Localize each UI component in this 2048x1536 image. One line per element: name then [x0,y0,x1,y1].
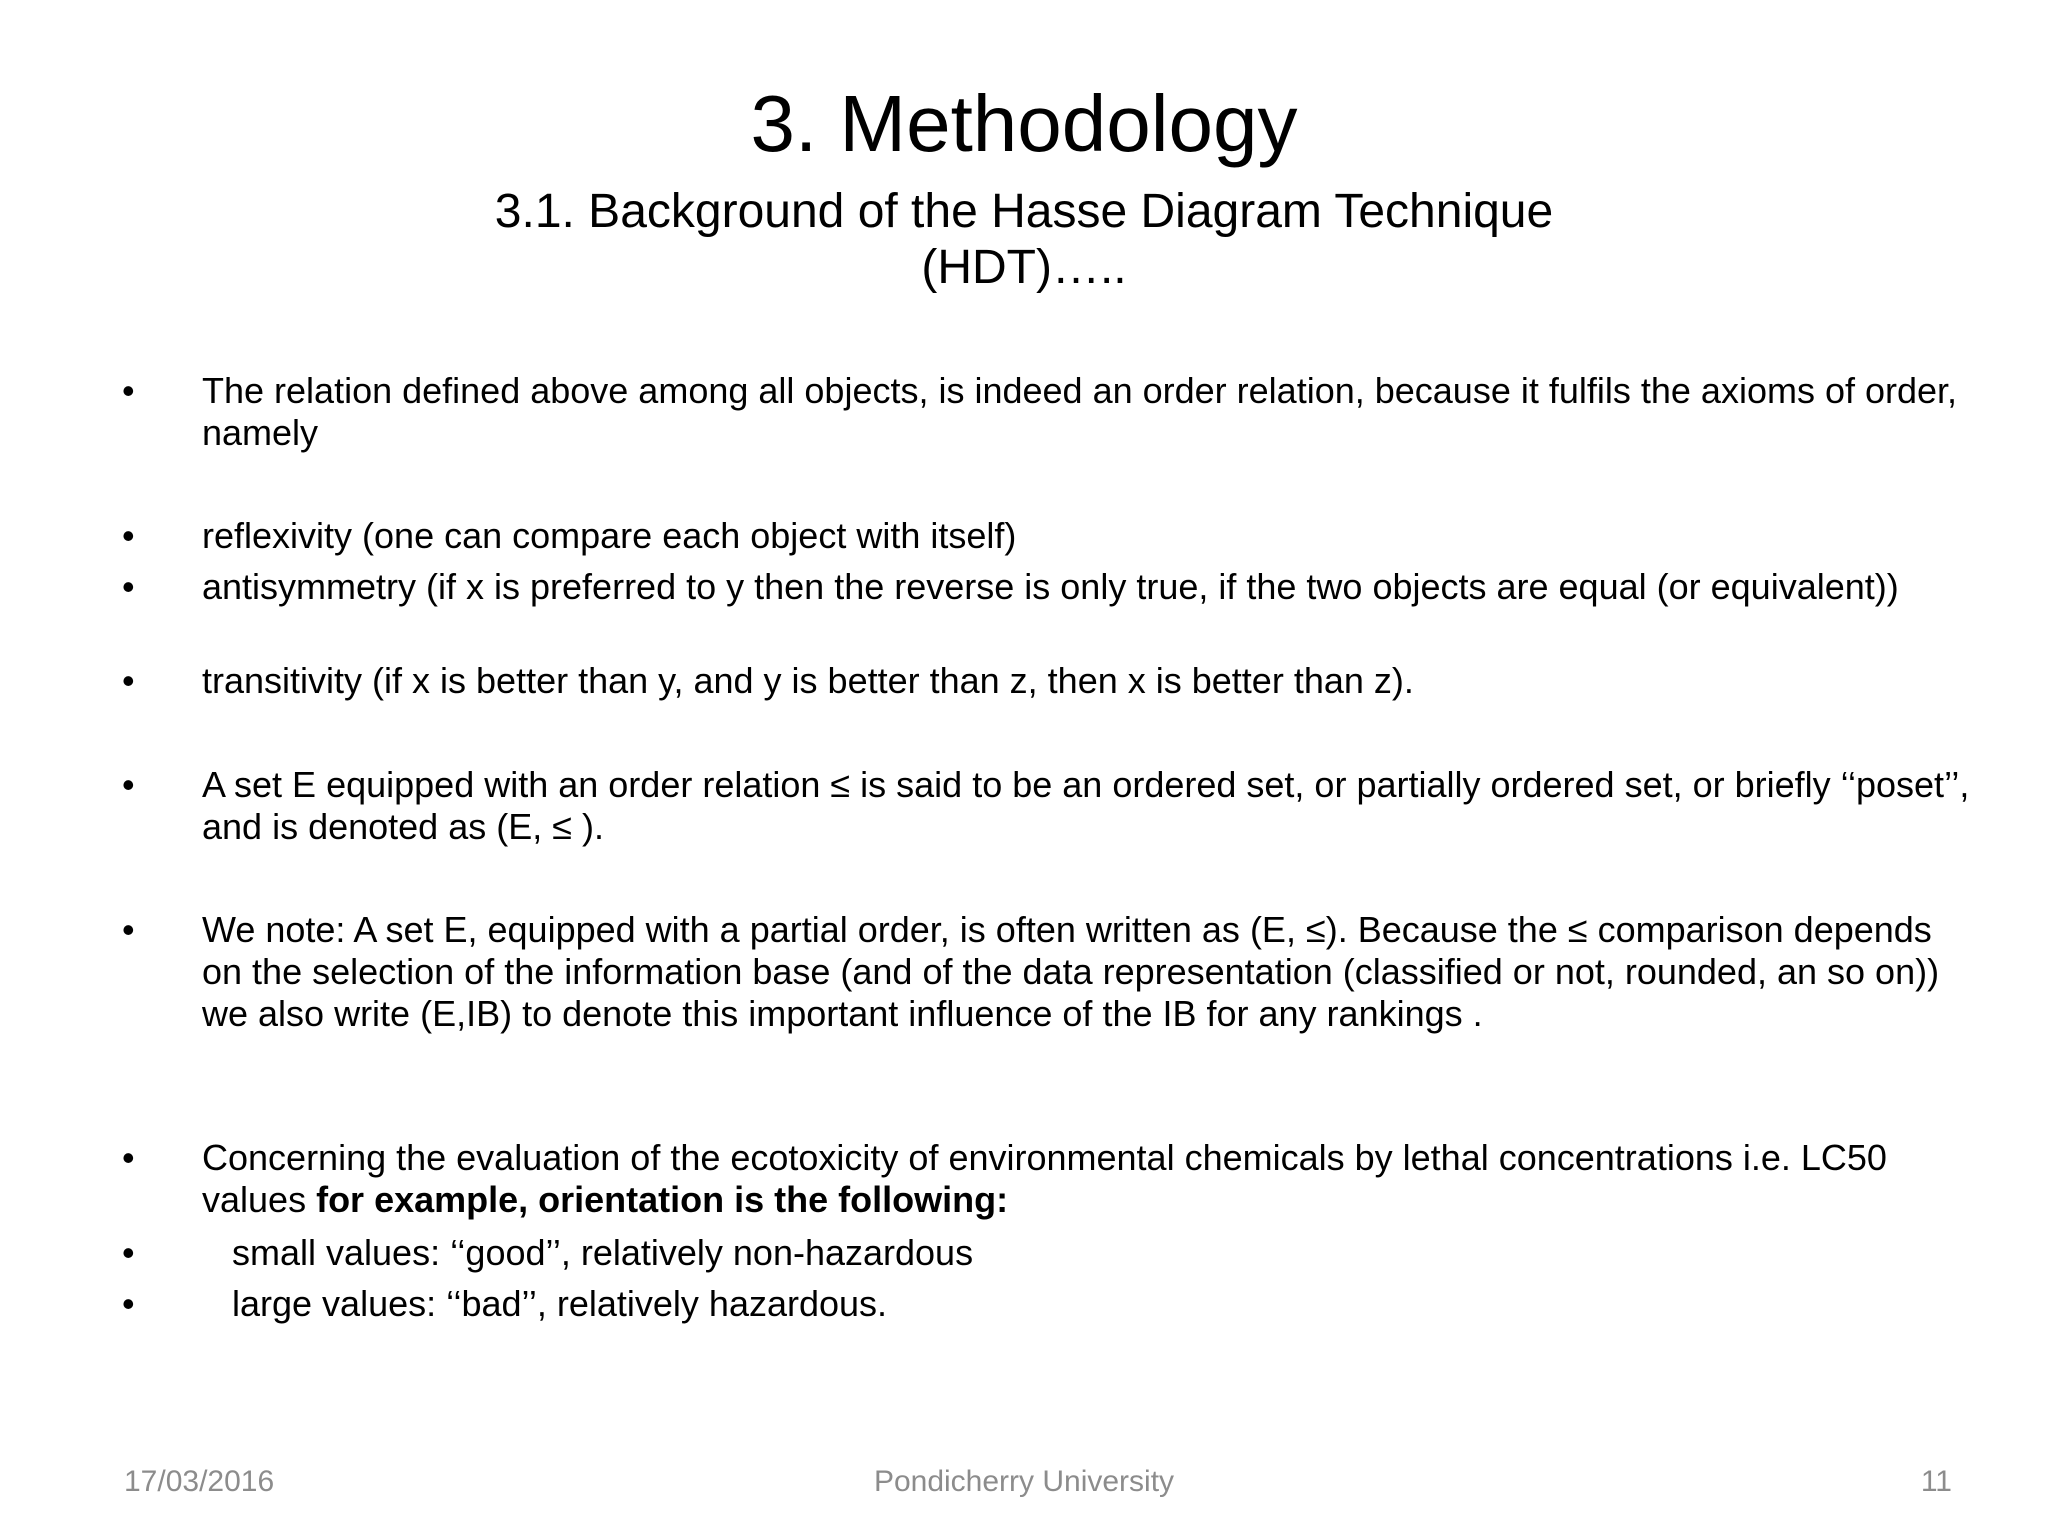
bullet-dot: • [122,1232,135,1273]
bullet-dot: • [122,660,135,701]
bullet-dot: • [122,566,135,607]
bullet-text [202,1137,1980,1221]
slide-title: 3. Methodology [750,79,1298,168]
bullet-dot: • [122,1137,135,1178]
bullet-dot: • [122,764,135,805]
bullet-dot: • [122,515,135,556]
footer-organization: Pondicherry University [873,1465,1175,1498]
footer-date: 17/03/2016 [124,1465,275,1498]
bullet-text: antisymmetry (if x is preferred to y then the reverse is only true, if the two objects are equal (or equivalent)) [202,566,1899,607]
bullet-dot: • [122,1283,135,1324]
bullet-text: A set E equipped with an order relation ≤ is said to be an ordered set, or partially ordered set, or briefly ‘‘poset’’, and is denoted as (E, ≤ ). [202,764,1970,847]
bullet-text: transitivity (if x is better than y, and y is better than z, then x is better than z). [202,660,1414,701]
bullet-text: We note: A set E, equipped with a partial order, is often written as (E, ≤). Because the ≤ comparison depends on the selection of the information base (and of the data representation (classified or not, rounded, an so on)) we also write (E,IB) to denote this important influence of the IB for any rankings . [202,909,1940,1034]
bullet-text-bold: for example, orientation is the following: [316,1179,1009,1220]
bullet-text: small values: ‘‘good’’, relatively non-hazardous [232,1232,974,1273]
bullet-text: The relation defined above among all objects, is indeed an order relation, because it fulfils the axioms of order, namely [202,370,1958,453]
subtitle-line-2: (HDT)….. [921,241,1127,294]
bullet-dot: • [122,370,135,411]
bullet-text: reflexivity (one can compare each object with itself) [202,515,1017,556]
bullet-dot: • [122,909,135,950]
slide-subtitle [0,184,2048,296]
footer-page-number: 11 [1920,1465,1952,1498]
bullet-text-regular: Concerning the evaluation of the ecotoxicity of environmental chemicals by lethal concentrations i.e. LC50 values [202,1137,1887,1220]
subtitle-line-1: 3.1. Background of the Hasse Diagram Technique [494,185,1554,238]
bullet-text: large values: ‘‘bad’’, relatively hazardous. [232,1283,888,1324]
